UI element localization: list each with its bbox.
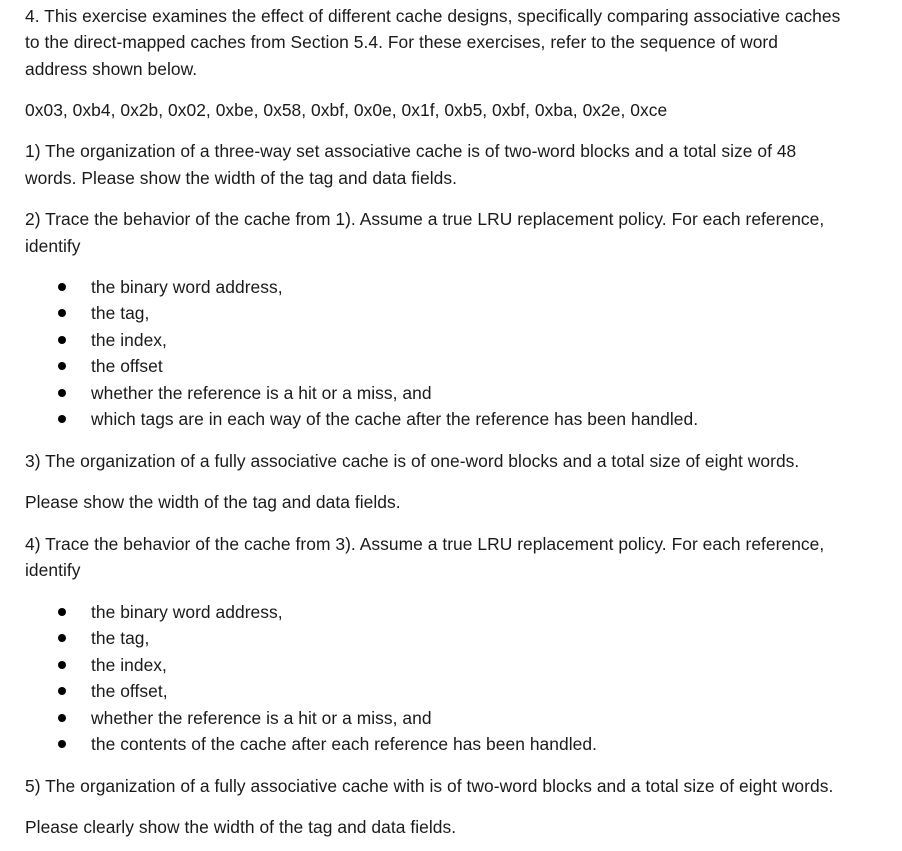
intro-line-1: 4. This exercise examines the effect of different cache designs, specifically comparing associative caches — [25, 6, 841, 26]
q2-line-1: 2) Trace the behavior of the cache from 1). Assume a true LRU replacement policy. For each reference, — [25, 209, 825, 229]
bullet-icon — [58, 740, 66, 748]
q3-line-1: 3) The organization of a fully associative cache is of one-word blocks and a total size of eight words. — [25, 451, 800, 471]
q1-line-1: 1) The organization of a three-way set associative cache is of two-word blocks and a total size of 48 — [25, 141, 797, 161]
bullet-icon — [58, 661, 66, 669]
q4-line-2: identify — [25, 560, 81, 580]
q3-line-2: Please show the width of the tag and data fields. — [25, 492, 401, 512]
bullet-icon — [58, 283, 66, 291]
bullet-icon — [58, 714, 66, 722]
intro-line-2: to the direct-mapped caches from Section 5.4. For these exercises, refer to the sequence of word — [25, 32, 778, 52]
q5-line-1: 5) The organization of a fully associative cache with is of two-word blocks and a total size of eight words. — [25, 776, 834, 796]
bullet-icon — [58, 362, 66, 370]
bullet-icon — [58, 389, 66, 397]
bullet-icon — [58, 309, 66, 317]
q5-line-2: Please clearly show the width of the tag and data fields. — [25, 817, 457, 837]
intro-line-3: address shown below. — [25, 59, 198, 79]
q4-line-1: 4) Trace the behavior of the cache from 3). Assume a true LRU replacement policy. For each reference, — [25, 534, 825, 554]
bullet-icon — [58, 608, 66, 616]
bullet-icon — [58, 634, 66, 642]
bullet-icon — [58, 336, 66, 344]
address-sequence: 0x03, 0xb4, 0x2b, 0x02, 0xbe, 0x58, 0xbf, 0x0e, 0x1f, 0xb5, 0xbf, 0xba, 0x2e, 0xce — [25, 100, 668, 120]
q2-line-2: identify — [25, 236, 81, 256]
bullet-icon — [58, 415, 66, 423]
bullet-icon — [58, 687, 66, 695]
q1-line-2: words. Please show the width of the tag and data fields. — [25, 168, 458, 188]
